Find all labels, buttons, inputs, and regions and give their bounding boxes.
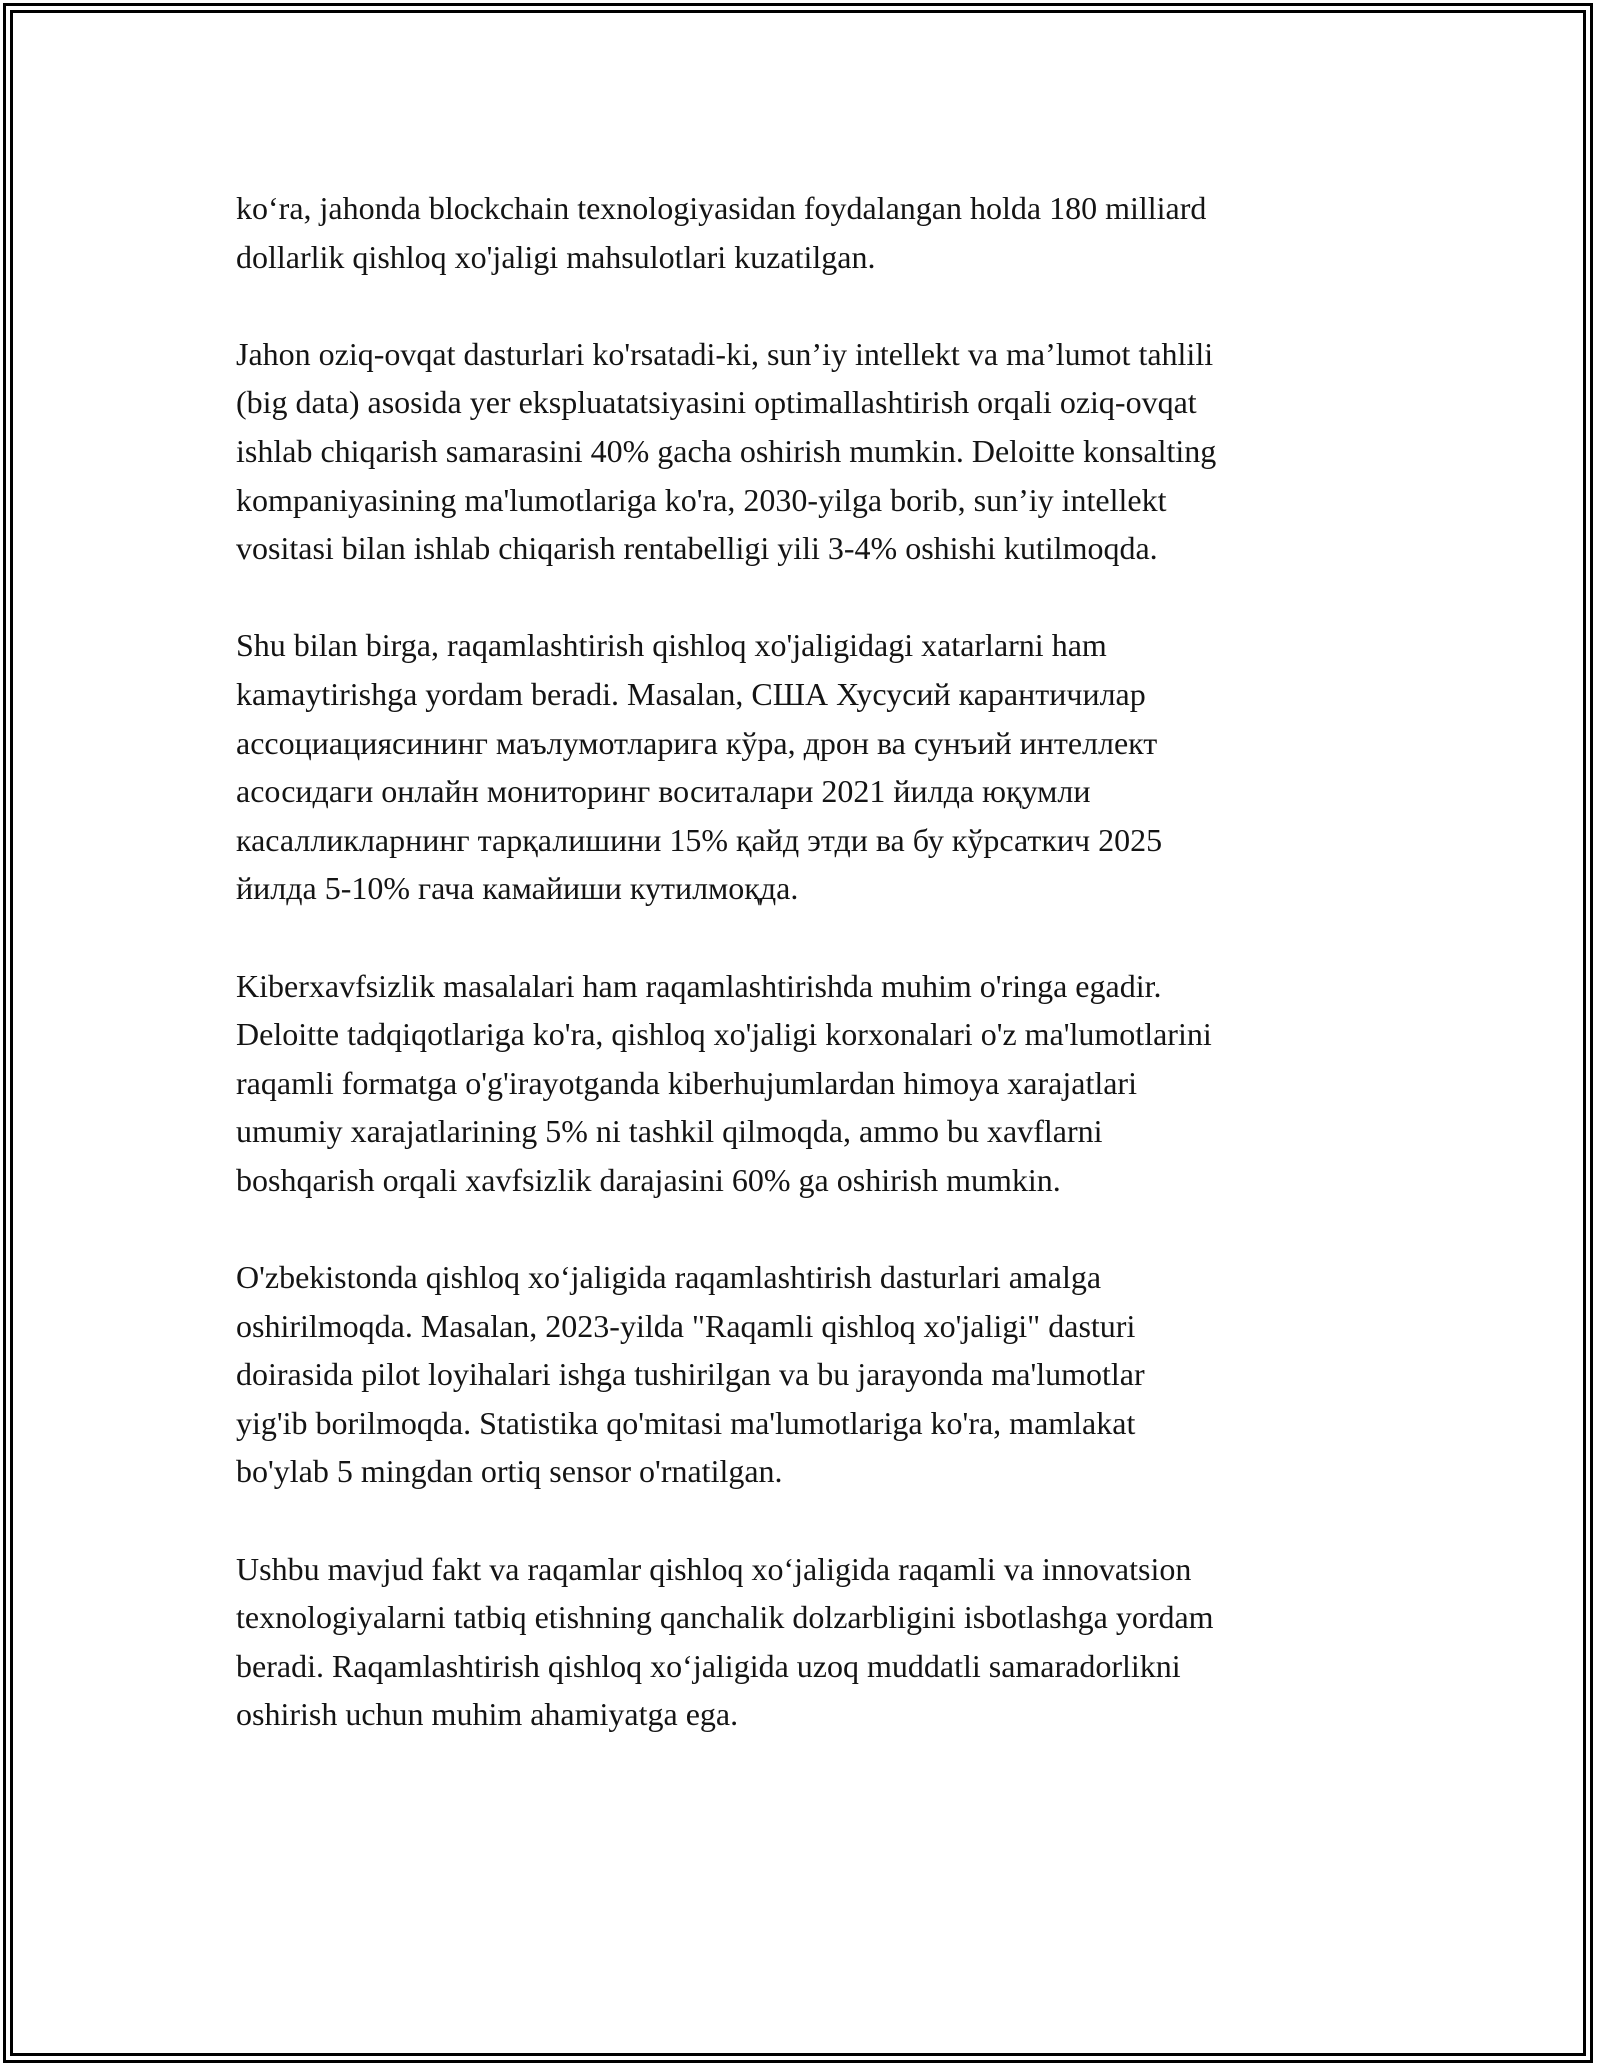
paragraph-ai-big-data: Jahon oziq-ovqat dasturlari ko'rsatadi-ki, sun’iy intellekt va ma’lumot tahlili (big data) asosida yer ekspluatatsiyasini optimallashtirish orqali oziq-ovqat ishlab chiqarish samarasini 40% gacha oshirish mumkin. Deloitte konsalting kompaniyasining ma'lumotlariga ko'ra, 2030-yilga borib, sun’iy intellekt vositasi bilan ishlab chiqarish rentabelligi yili 3-4% oshishi kutilmoqda. [236, 335, 1217, 567]
paragraph-blockchain: ko‘ra, jahonda blockchain texnologiyasidan foydalangan holda 180 milliard dollarlik qishloq xo'jaligi mahsulotlari kuzatilgan. [236, 190, 1207, 275]
paragraph-uzbekistan: O'zbekistonda qishloq xo‘jaligida raqamlashtirish dasturlari amalga oshirilmoqda. Masalan, 2023-yilda "Raqamli qishloq xo'jaligi" dasturi doirasida pilot loyihalari ishga tushirilgan va bu jarayonda ma'lumotlar yig'ib borilmoqda. Statistika qo'mitasi ma'lumotlariga ko'ra, mamlakat bo'ylab 5 mingdan ortiq sensor o'rnatilgan. [236, 1259, 1145, 1490]
paragraph-cybersecurity: Kiberxavfsizlik masalalari ham raqamlashtirishda muhim o'ringa egadir. Deloitte tadqiqotlariga ko'ra, qishloq xo'jaligi korxonalari o'z ma'lumotlarini raqamli formatga o'g'irayotganda kiberhujumlardan himoya xarajatlari umumiy xarajatlarining 5% ni tashkil qilmoqda, ammo bu xavflarni boshqarish orqali xavfsizlik darajasini 60% ga oshirish mumkin. [236, 967, 1212, 1198]
paragraph-conclusion: Ushbu mavjud fakt va raqamlar qishloq xo‘jaligida raqamli va innovatsion texnologiyalarni tatbiq etishning qanchalik dolzarbligini isbotlashga yordam beradi. Raqamlashtirish qishloq xo‘jaligida uzoq muddatli samaradorlikni oshirish uchun muhim ahamiyatga ega. [236, 1550, 1214, 1733]
paragraph-risk-reduction: Shu bilan birga, raqamlashtirish qishloq xo'jaligidagi xatarlarni ham kamaytirishga yordam beradi. Masalan, США Хусусий карантичилар ассоциациясининг маълумотларига кўра, дрон ва сунъий интеллект асосидаги онлайн мониторинг воситалари 2021 йилда юқумли касалликларнинг тарқалишини 15% қайд этди ва бу кўрсаткич 2025 йилда 5-10% гача камайиши кутилмоқда. [236, 627, 1163, 907]
document-body [236, 184, 1376, 1788]
